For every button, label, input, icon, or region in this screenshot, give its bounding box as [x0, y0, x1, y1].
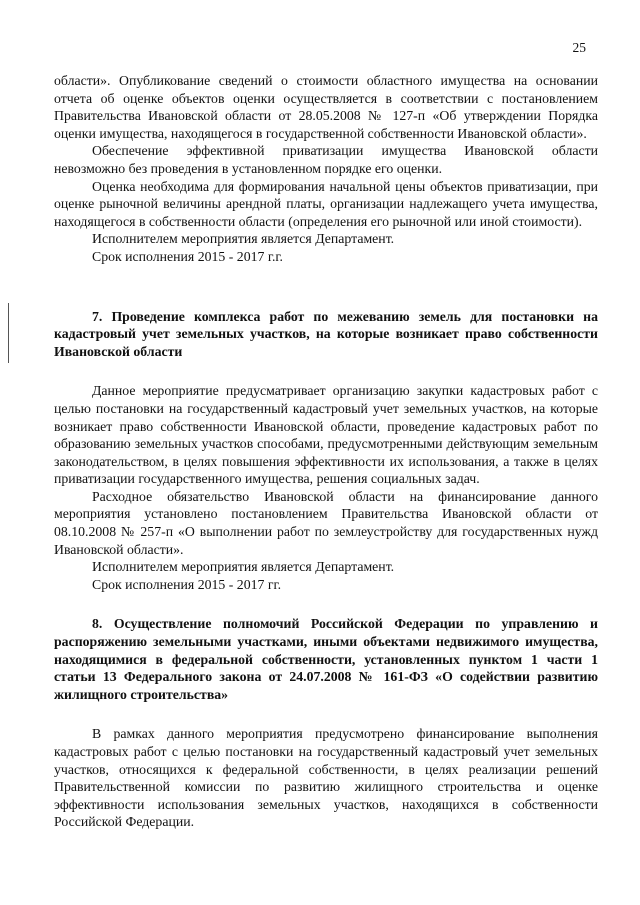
paragraph-deadline: Срок исполнения 2015 - 2017 г.г.	[92, 248, 283, 264]
paragraph: Оценка необходима для формирования начальной цены объектов приватизации, при оценке рыночной величины арендной платы, организации надлежащего учета имущества, находящегося в собственности области (определения его рыночной или иной стоимости).	[54, 178, 598, 229]
paragraph: Расходное обязательство Ивановской области на финансирование данного мероприятия установлено постановлением Правительства Ивановской области от 08.10.2008 № 257-п «О выполнении работ по землеустройству для государственных нужд Ивановской области».	[54, 488, 598, 557]
paragraph-executor: Исполнителем мероприятия является Департамент.	[92, 559, 395, 575]
section-8-heading: 8. Осуществление полномочий Российской Федерации по управлению и распоряжению земельными участками, иными объектами недвижимого имущества, находящимися в федеральной собственности, установленных пунктом 1 части 1 статьи 13 Федерального закона от 24.07.2008 № 161-ФЗ «О содействии развитию жилищного строительства»	[54, 616, 598, 702]
section-7-heading: 7. Проведение комплекса работ по межеванию земель для постановки на кадастровый учет земельных участков, на которые возникает право собственности Ивановской области	[54, 308, 598, 359]
paragraph-deadline: Срок исполнения 2015 - 2017 гг.	[92, 576, 282, 592]
paragraph: В рамках данного мероприятия предусмотрено финансирование выполнения кадастровых работ с целью постановки на государственный кадастровый учет земельных участков, относящихся к федеральной собственности, в целях реализации решений Правительственной комиссии по развитию жилищного строительства и оценке эффективности использования земельных участков, находящихся в собственности Российской Федерации.	[54, 726, 598, 830]
paragraph-executor: Исполнителем мероприятия является Департамент.	[92, 231, 395, 247]
paragraph-continuation: области». Опубликование сведений о стоимости областного имущества на основании отчета об оценке объектов оценки осуществляется в соответствии с постановлением Правительства Ивановской области от 28.05.2008 № 127-п «Об утверждении Порядка оценки имущества, находящегося в государственной собственности Ивановской области».	[54, 73, 598, 141]
document-body	[54, 72, 598, 831]
paragraph: Обеспечение эффективной приватизации имущества Ивановской области невозможно без проведения в установленном порядке его оценки.	[54, 143, 598, 176]
page-number: 25	[572, 40, 586, 55]
margin-mark	[8, 303, 9, 363]
paragraph: Данное мероприятие предусматривает организацию закупки кадастровых работ с целью постановки на государственный кадастровый учет земельных участков, на которые возникает право собственности Ивановской области, проведение кадастровых работ по образованию земельных участков способами, предусмотренными действующим земельным законодательством, в целях повышения эффективности их использования, а также в целях приватизации государственного имущества, решения социальных задач.	[54, 383, 598, 487]
